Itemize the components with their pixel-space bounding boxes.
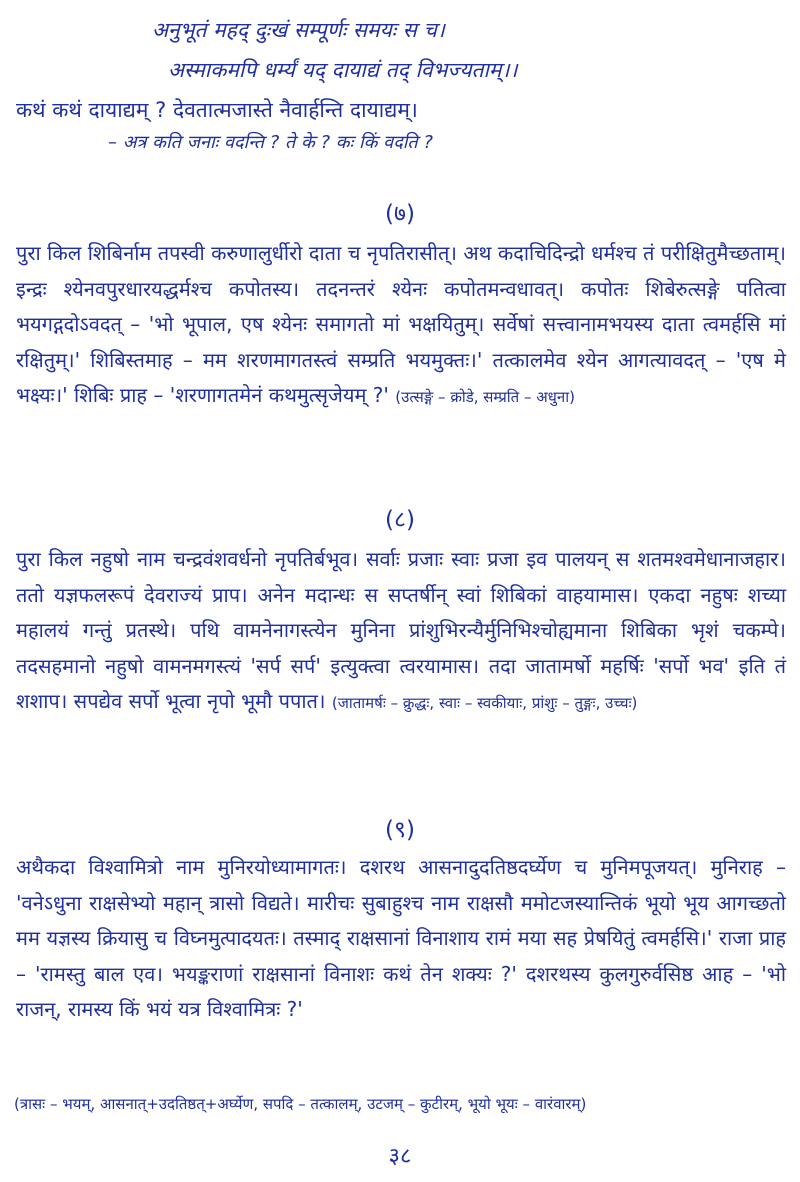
story-text: पुरा किल नहुषो नाम चन्द्रवंशवर्धनो नृपतिर्बभूव। सर्वाः प्रजाः स्वाः प्रजा इव पालयन् स शतमश्वमेधानाजहार। ततो यज्ञफलरूपं देवराज्यं प्राप। अनेन मदान्धः स सप्तर्षीन् स्वां शिबिकां वाहयामास। एकदा नहुषः शच्या महालयं गन्तुं प्रतस्थे। पथि वामनेनागस्त्येन मुनिना प्रांशुभिरन्यैर्मुनिभिश्चोह्यमाना शिबिका भृशं चकम्पे। तदसहमानो नहुषो वामनमगस्त्यं 'सर्प सर्प' इत्युक्त्वा त्वरयामास। तदा जातामर्षो महर्षिः 'सर्पो भव' इति तं शशाप। सपद्येव सर्पो भूत्वा नृपो भूमौ पपात। (16, 547, 786, 713)
story-paragraph-vishvamitra (16, 850, 786, 1090)
verse-line-1: अनुभूतं महद् दुःखं सम्पूर्णः समयः स च। (152, 18, 445, 42)
section-number-7: (७) (385, 201, 415, 227)
exercise-question: – अत्र कति जनाः वदन्ति ? ते के ? कः किं वदति ? (108, 132, 433, 153)
section-number-9: (९) (385, 817, 415, 843)
story-text: पुरा किल शिबिर्नाम तपस्वी करुणालुर्धीरो दाता च नृपतिरासीत्। अथ कदाचिदिन्द्रो धर्मश्च तं परीक्षितुमैच्छताम्। इन्द्रः श्येनवपुरधारयद्धर्मश्च कपोतस्य। तदनन्तरं श्येनः कपोतमन्वधावत्। कपोतः शिबेरुत्सङ्गे पतित्वा भयगद्गदोऽवदत् – 'भो भूपाल, एष श्येनः समागतो मां भक्षयितुम्। सर्वेषां सत्त्वानामभयस्य दाता त्वमर्हसि मां रक्षितुम्।' शिबिस्तमाह – मम शरणमागतस्त्वं सम्प्रति भयमुक्तः।' तत्कालमेव श्येन आगत्यावदत् – 'एष मे भक्ष्यः।' शिबिः प्राह – 'शरणागतमेनं कथमुत्सृजेयम् ?' (16, 241, 786, 407)
glossary-note: (जातामर्षः – क्रुद्धः, स्वाः – स्वकीयाः, प्रांशुः – तुङ्गः, उच्चः) (331, 694, 638, 712)
glossary-note: (उत्सङ्गे – क्रोडे, सम्प्रति – अधुना) (395, 388, 575, 406)
section-number-8: (८) (385, 507, 415, 533)
dialogue-line: कथं कथं दायाद्यम् ? देवतात्मजास्ते नैवार्हन्ति दायाद्यम्। (16, 98, 418, 122)
glossary-note: (त्रासः – भयम्, आसनात्+उदतिष्ठत्+अर्घ्येण, सपदि – तत्कालम्, उटजम् – कुटीरम्, भूयो भूयः – वारंवारम्) (14, 1095, 587, 1113)
page-number: ३८ (388, 1144, 412, 1169)
verse-line-2: अस्माकमपि धर्म्यं यद् दायाद्यं तद् विभज्यताम्।। (168, 58, 518, 82)
story-paragraph-nahusha (16, 542, 786, 792)
story-text: अथैकदा विश्वामित्रो नाम मुनिरयोध्यामागतः। दशरथ आसनादुदतिष्ठदर्घ्येण च मुनिमपूजयत्। मुनिराह – 'वनेऽधुना राक्षसेभ्यो महान् त्रासो विद्यते। मारीचः सुबाहुश्च नाम राक्षसौ ममोटजस्यान्तिकं भूयो भूय आगच्छतो मम यज्ञस्य क्रियासु च विघ्नमुत्पादयतः। तस्माद् राक्षसानां विनाशाय रामं मया सह प्रेषयितुं त्वमर्हसि।' राजा प्राह – 'रामस्तु बाल एव। भयङ्कराणां राक्षसानां विनाशः कथं तेन शक्यः ?' दशरथस्य कुलगुरुर्वसिष्ठ आह – 'भो राजन्, रामस्य किं भयं यत्र विश्वामित्रः ?' (16, 855, 786, 1021)
story-paragraph-shibi (16, 236, 786, 476)
